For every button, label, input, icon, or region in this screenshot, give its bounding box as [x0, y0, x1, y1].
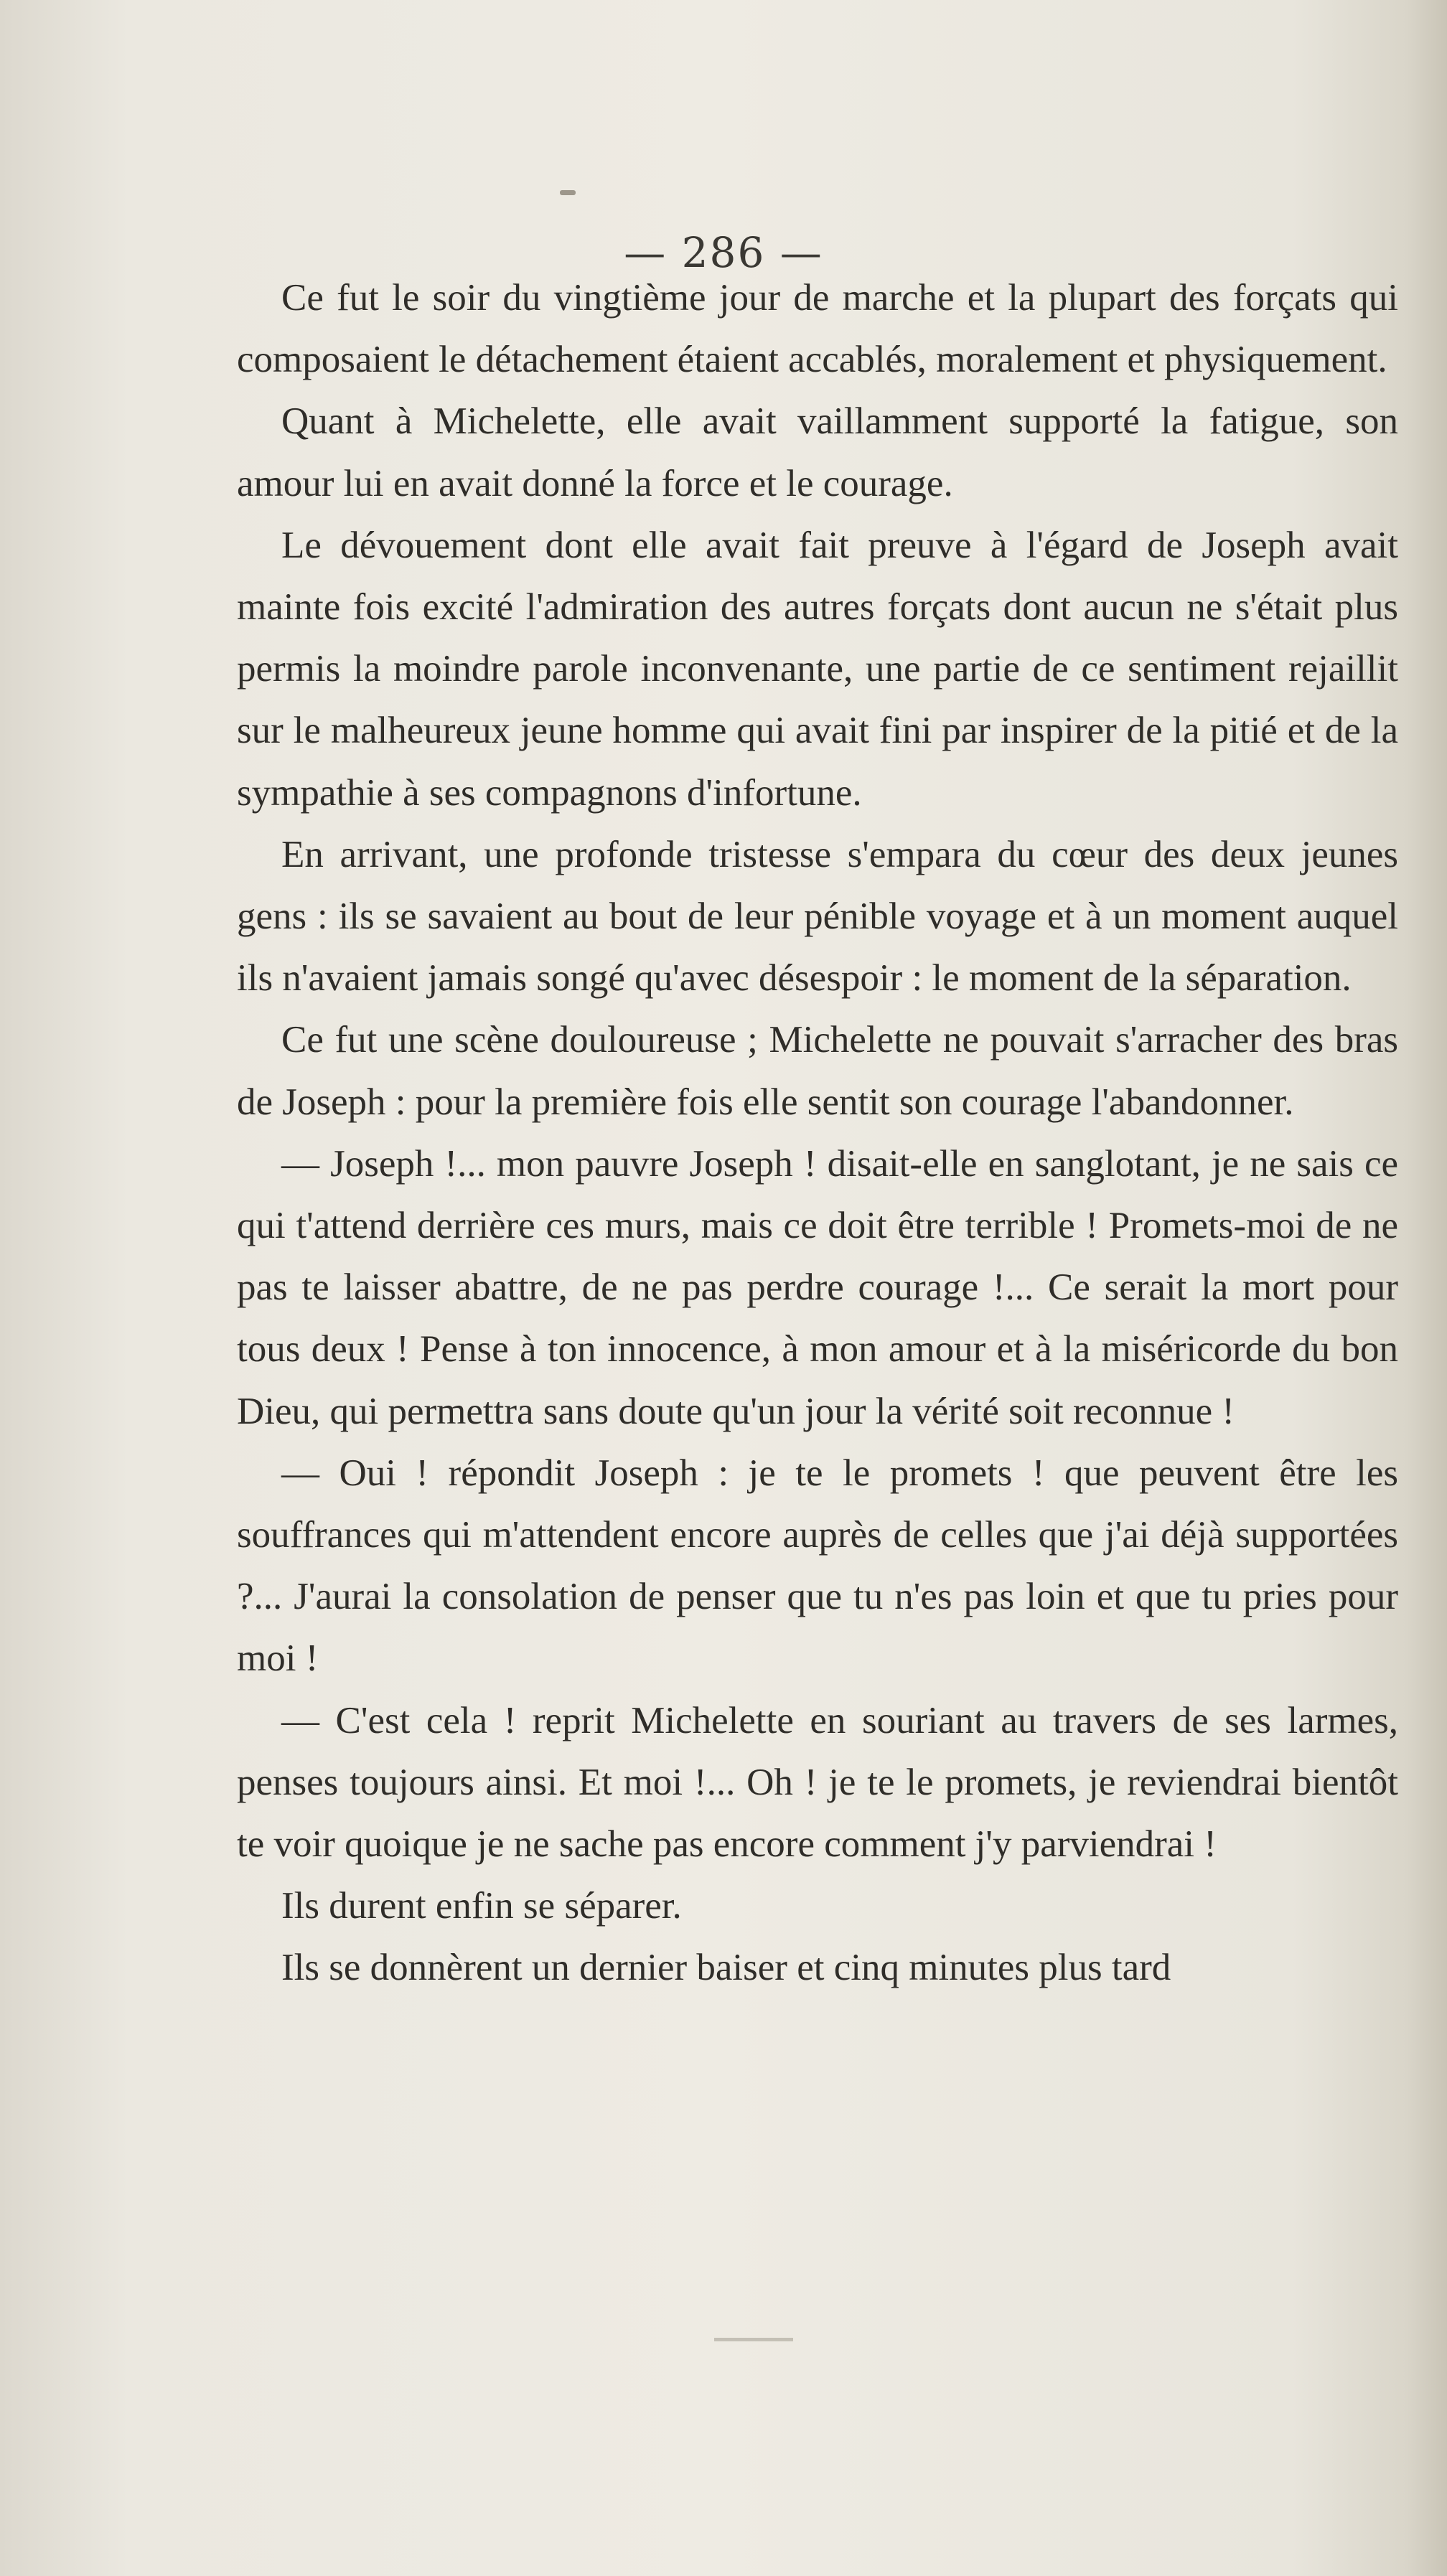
- bottom-smudge: [714, 2338, 793, 2341]
- paragraph-7: — Oui ! répondit Joseph : je te le promets ! que peuvent être les souffrances qui m'attendent encore auprès de celles que j'ai déjà supportées ?... J'aurai la consolation de penser que tu n'es pas loin et que tu pries pour moi !: [237, 1452, 1398, 1680]
- paragraph-8: — C'est cela ! reprit Michelette en souriant au travers de ses larmes, penses toujours ainsi. Et moi !... Oh ! je te le promets, je reviendrai bientôt te voir quoique je ne sache pas encore comment j'y parviendrai !: [237, 1699, 1398, 1866]
- paragraph-9: Ils durent enfin se séparer.: [281, 1885, 682, 1927]
- paragraph-3: Le dévouement dont elle avait fait preuve à l'égard de Joseph avait mainte fois excité l'admiration des autres forçats dont aucun ne s'était plus permis la moindre parole inconvenante, une partie de ce sentiment rejaillit sur le malheureux jeune homme qui avait fini par inspirer de la pitié et de la sympathie à ses compagnons d'infortune.: [237, 524, 1398, 814]
- paragraph-10: Ils se donnèrent un dernier baiser et cinq minutes plus tard: [281, 1947, 1171, 1989]
- body-text: [237, 267, 1398, 1999]
- paragraph-5: Ce fut une scène douloureuse ; Michelette ne pouvait s'arracher des bras de Joseph : pour la première fois elle sentit son courage l'abandonner.: [237, 1019, 1398, 1123]
- paragraph-4: En arrivant, une profonde tristesse s'empara du cœur des deux jeunes gens : ils se savaient au bout de leur pénible voyage et à un moment auquel ils n'avaient jamais songé qu'avec désespoir : le moment de la séparation.: [237, 833, 1398, 1000]
- paragraph-6: — Joseph !... mon pauvre Joseph ! disait-elle en sanglotant, je ne sais ce qui t'attend derrière ces murs, mais ce doit être terrible ! Promets-moi de ne pas te laisser abattre, de ne pas perdre courage !... Ce serait la mort pour tous deux ! Pense à ton innocence, à mon amour et à la miséricorde du bon Dieu, qui permettra sans doute qu'un jour la vérité soit reconnue !: [237, 1142, 1398, 1432]
- paragraph-2: Quant à Michelette, elle avait vaillamment supporté la fatigue, son amour lui en avait donné la force et le courage.: [237, 400, 1398, 504]
- page-number: — 286 —: [624, 228, 823, 277]
- paragraph-1: Ce fut le soir du vingtième jour de marche et la plupart des forçats qui composaient le détachement étaient accablés, moralement et physiquement.: [237, 277, 1398, 381]
- ink-speck: [560, 190, 576, 195]
